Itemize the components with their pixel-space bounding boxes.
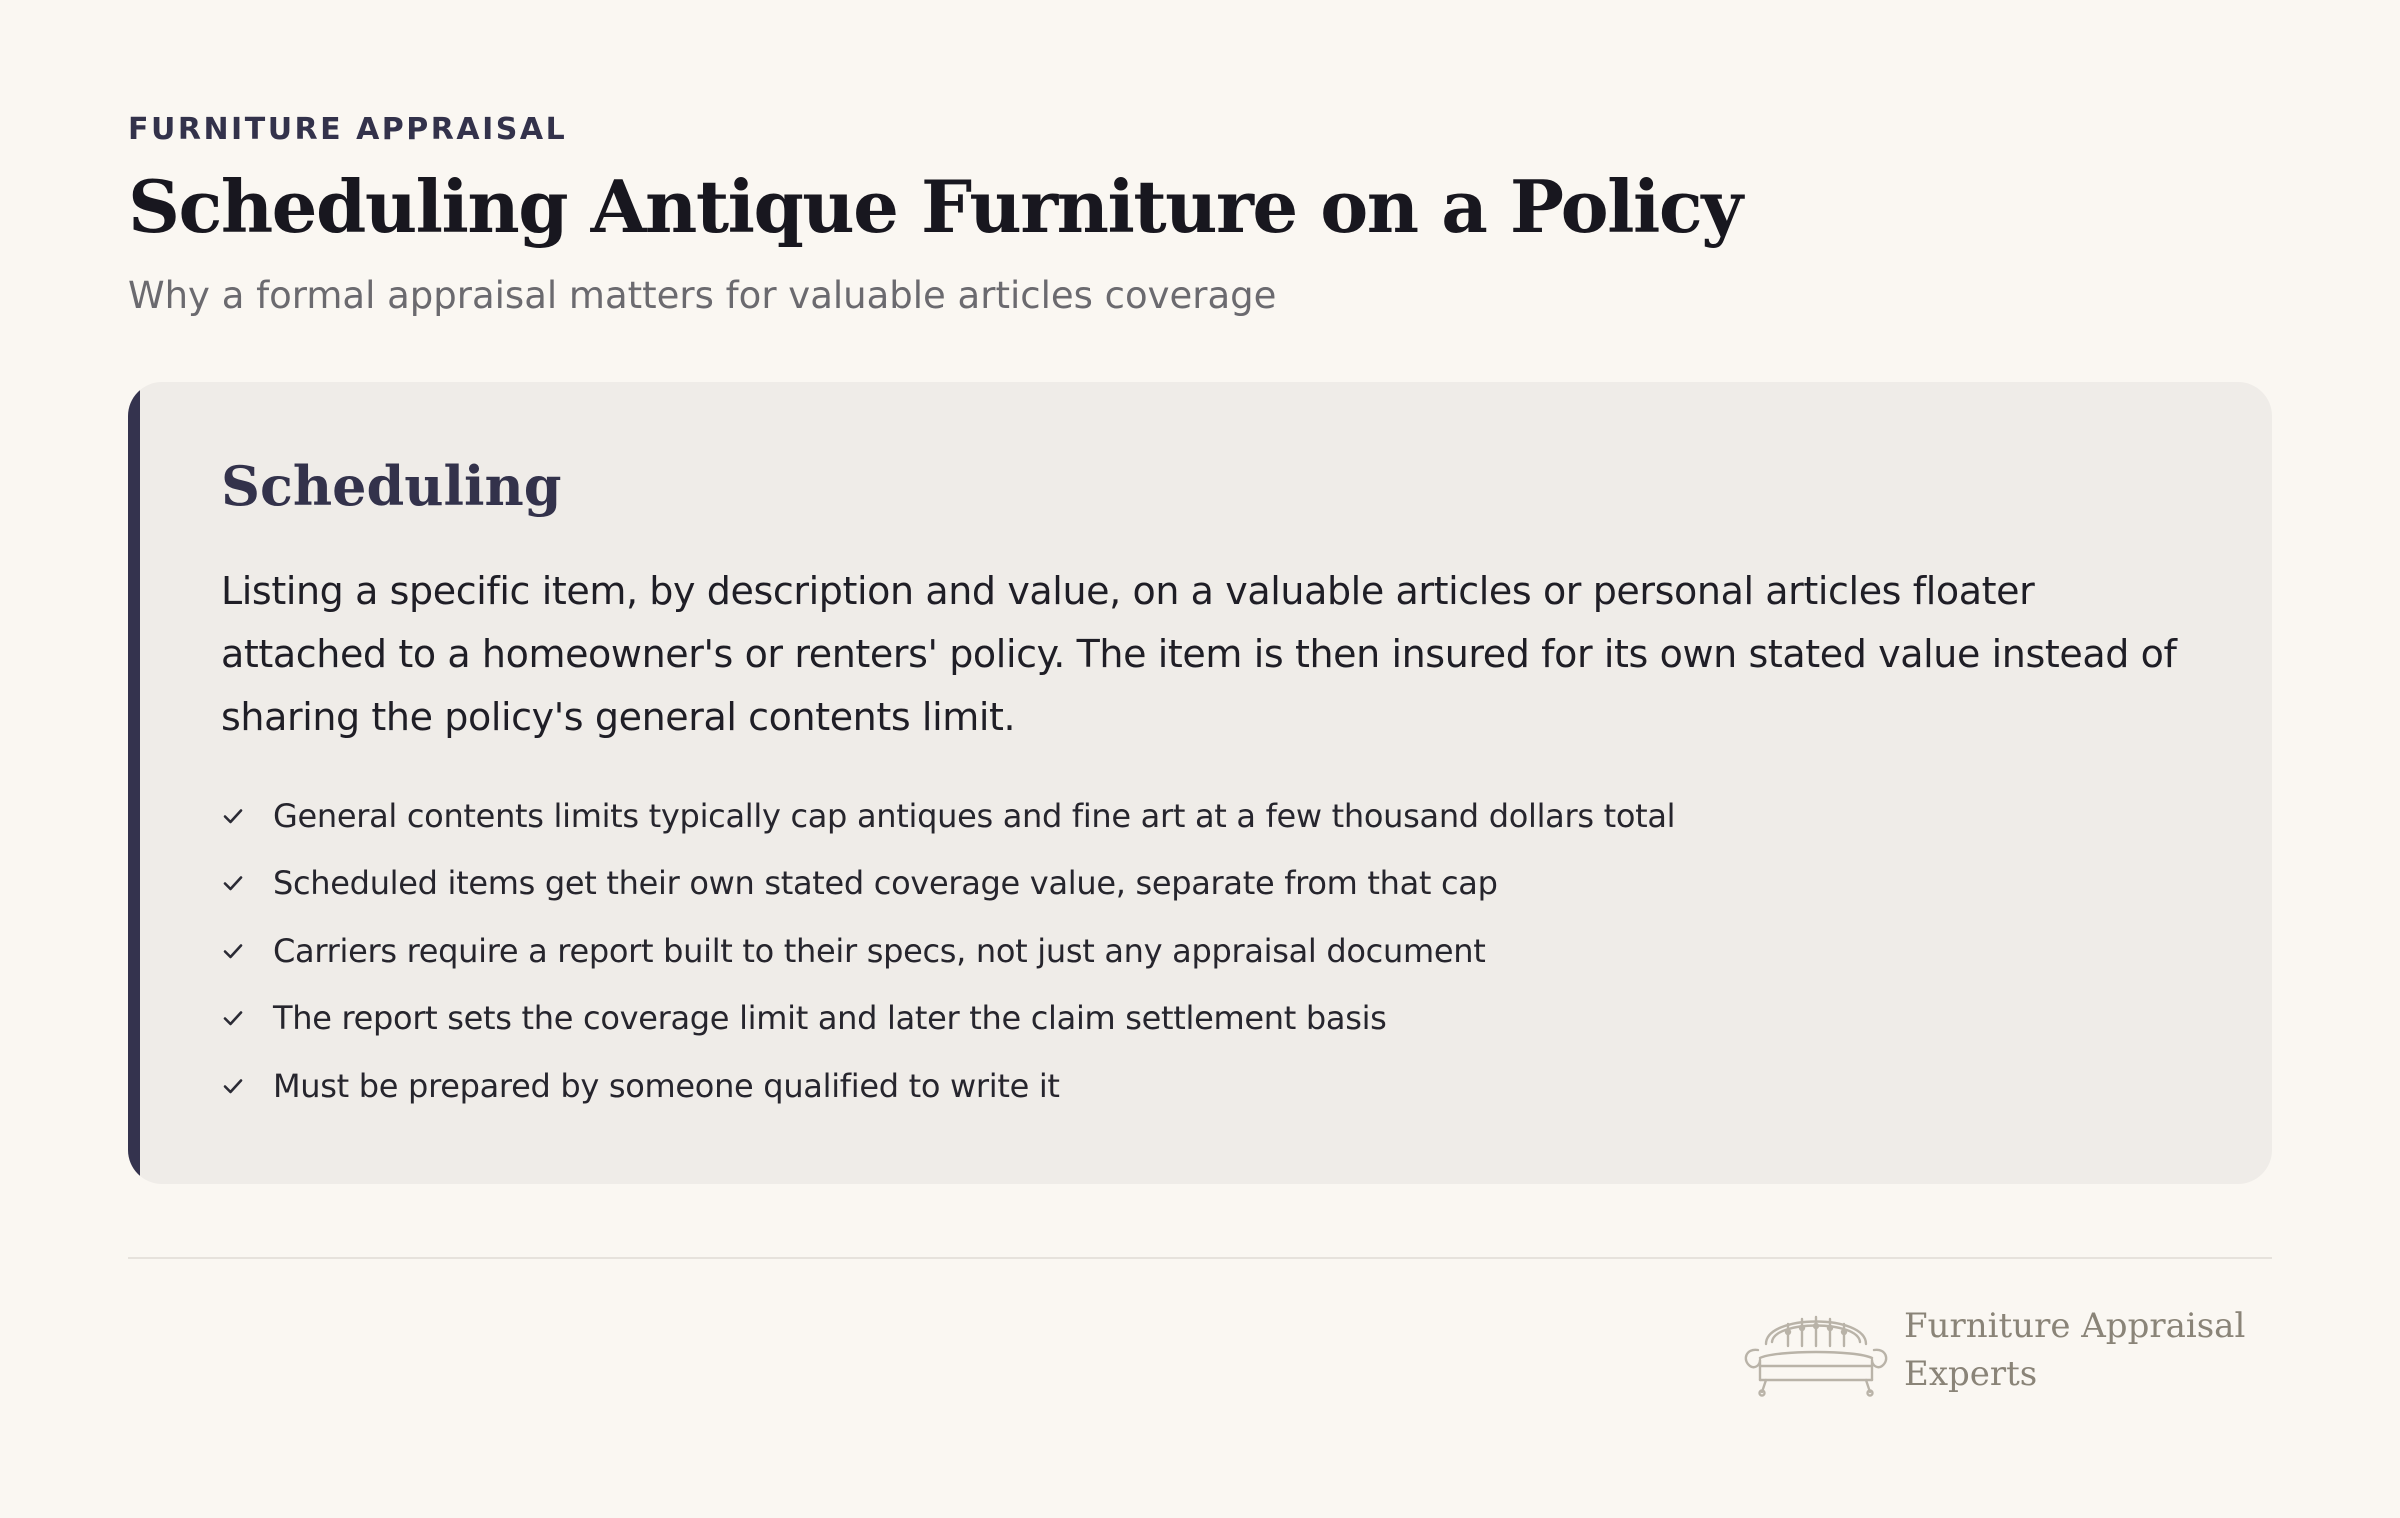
check-icon [221, 804, 273, 828]
page-subtitle: Why a formal appraisal matters for valuable articles coverage [128, 274, 1277, 317]
eyebrow-label: FURNITURE APPRAISAL [128, 112, 568, 147]
page [128, 0, 2272, 1518]
key-points-list [221, 782, 1675, 1120]
page-title: Scheduling Antique Furniture on a Policy [128, 164, 1742, 249]
list-item [221, 985, 1675, 1053]
list-item-text: Must be prepared by someone qualified to write it [273, 1066, 1060, 1105]
list-item-text: General contents limits typically cap antiques and fine art at a few thousand dollars total [273, 796, 1676, 835]
list-item [221, 1052, 1675, 1120]
list-item [221, 782, 1675, 850]
card-definition: Listing a specific item, by description and value, on a valuable articles or personal articles floater attached to a homeowner's or renters' policy. The item is then insured for its own stated value instead of sharing the policy's general contents limit. [221, 569, 2177, 739]
sofa-icon [1736, 1300, 1896, 1400]
list-item-text: Scheduled items get their own stated coverage value, separate from that cap [273, 864, 1498, 903]
definition-card [128, 382, 2272, 1184]
check-icon [221, 1074, 273, 1098]
check-icon [221, 939, 273, 963]
brand-name: Furniture Appraisal Experts [1904, 1306, 2246, 1394]
brand-block [1736, 1300, 2264, 1400]
list-item-text: The report sets the coverage limit and later the claim settlement basis [273, 999, 1387, 1038]
card-accent-bar [128, 382, 140, 1184]
check-icon [221, 871, 273, 895]
card-term: Scheduling [221, 454, 562, 518]
check-icon [221, 1006, 273, 1030]
list-item [221, 917, 1675, 985]
footer-divider [128, 1257, 2272, 1259]
list-item [221, 850, 1675, 918]
list-item-text: Carriers require a report built to their specs, not just any appraisal document [273, 931, 1486, 970]
